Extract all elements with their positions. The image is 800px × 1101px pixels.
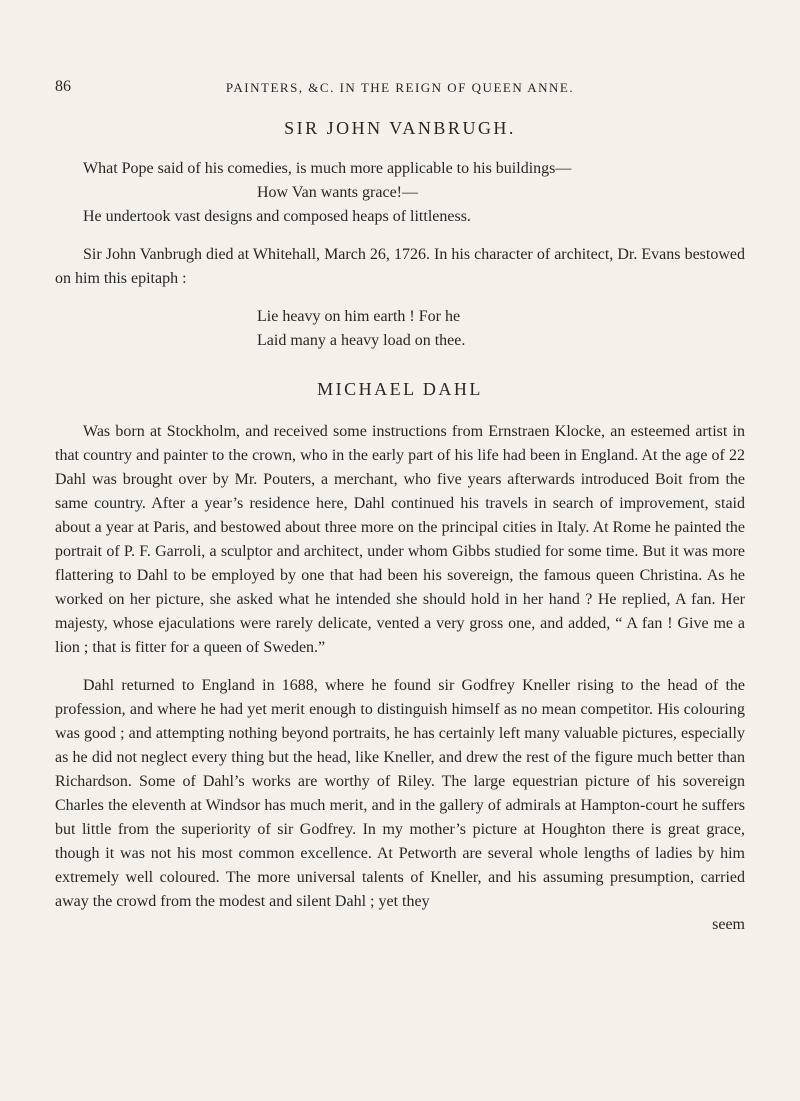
catchword: seem	[712, 916, 745, 933]
dahl-paragraph-2: Dahl returned to England in 1688, where he found sir Godfrey Kneller rising to the head of the profession, and where he had yet merit enough to distinguish himself as no mean competitor. His colouring was good ; and attempting nothing beyond portraits, he has certainly left many valuable pictures, especially as he did not neglect every thing but the head, like Kneller, and drew the rest of the figure much better than Richardson. Some of Dahl’s works are worthy of Riley. The large equestrian picture of his sovereign Charles the eleventh at Windsor has much merit, and in the gallery of admirals at Hampton-court he suffers but little from the superiority of sir Godfrey. In my mother’s picture at Houghton there is great grace, though it was not his most common excellence. At Petworth are several whole lengths of ladies by him extremely well coloured. The more universal talents of Kneller, and his assuming presumption, carried away the crowd from the modest and silent Dahl ; yet they	[55, 677, 745, 910]
page-content	[55, 118, 745, 936]
page-number: 86	[55, 78, 71, 95]
running-title: PAINTERS, &C. IN THE REIGN OF QUEEN ANNE.	[225, 80, 575, 95]
verse-line: How Van wants grace!—	[257, 184, 418, 201]
verse-line: He undertook vast designs and composed heaps of littleness.	[83, 208, 471, 225]
dahl-paragraph-1: Was born at Stockholm, and received some instructions from Ernstraen Klocke, an esteemed artist in that country and painter to the crown, who in the early part of his life had been in England. At the age of 22 Dahl was brought over by Mr. Pouters, a merchant, who five years afterwards introduced Boit from the same country. After a year’s residence here, Dahl continued his travels in search of improvement, staid about a year at Paris, and bestowed about three more on the principal cities in Italy. At Rome he painted the portrait of P. F. Garroli, a sculptor and architect, under whom Gibbs studied for some time. But it was more flattering to Dahl to be employed by one that had been his sovereign, the famous queen Christina. As he worked on her picture, she asked what he intended she should hold in her hand ? He replied, A fan. Her majesty, whose ejaculations were rarely delicate, vented a very gross one, and added, “ A fan ! Give me a lion ; that is fitter for a queen of Sweden.”	[55, 423, 745, 656]
epitaph	[55, 305, 745, 353]
verse-line: What Pope said of his comedies, is much more applicable to his buildings—	[83, 160, 572, 177]
epitaph-line: Laid many a heavy load on thee.	[257, 332, 466, 349]
pope-quotation	[55, 157, 745, 229]
epitaph-line: Lie heavy on him earth ! For he	[257, 308, 461, 325]
vanbrugh-paragraph: Sir John Vanbrugh died at Whitehall, March 26, 1726. In his character of architect, Dr. Evans bestowed on him this epitaph :	[55, 246, 745, 287]
section-heading-dahl: MICHAEL DAHL	[317, 379, 483, 399]
section-heading-vanbrugh: SIR JOHN VANBRUGH.	[284, 118, 516, 138]
running-head	[55, 78, 745, 98]
